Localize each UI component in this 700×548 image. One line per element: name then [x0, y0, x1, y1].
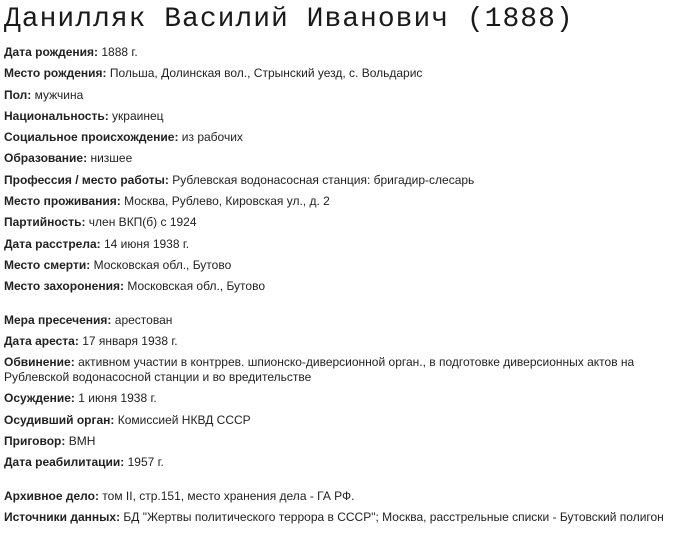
field-label: Дата расстрела: [4, 236, 101, 251]
section-gap [4, 301, 694, 313]
field-conviction [4, 391, 694, 406]
field-label: Источники данных: [4, 509, 121, 524]
field-sentence [4, 434, 694, 449]
field-value: Комиссией НКВД СССР [117, 412, 251, 427]
field-convicting-body [4, 413, 694, 428]
field-label: Социальное происхождение: [4, 130, 179, 145]
field-accusation [4, 355, 694, 385]
field-label: Приговор: [4, 434, 66, 449]
field-label: Дата рождения: [4, 45, 99, 59]
field-death-place [4, 258, 694, 273]
field-value: Московская обл., Бутово [93, 257, 232, 272]
field-label: Мера пресечения: [4, 312, 112, 327]
field-archive-case [4, 489, 694, 504]
field-value: арестован [114, 312, 173, 327]
field-value: 1 июня 1938 г. [78, 391, 157, 406]
field-label: Пол: [4, 87, 32, 102]
field-value: Москва, Рублево, Кировская ул., д. 2 [124, 194, 330, 209]
field-value: 14 июня 1938 г. [103, 236, 190, 251]
field-label: Осудивший орган: [4, 412, 115, 427]
field-arrest-date [4, 334, 694, 349]
field-label: Профессия / место работы: [4, 172, 169, 187]
field-nationality [4, 109, 694, 124]
field-value: член ВКП(б) с 1924 [88, 215, 197, 230]
field-data-sources [4, 510, 694, 525]
field-profession [4, 173, 694, 188]
field-label: Место захоронения: [4, 279, 124, 294]
page-title: Данилляк Василий Иванович (1888) [4, 4, 574, 35]
field-value: Польша, Долинская вол., Стрынский уезд, с. Вольдарис [109, 66, 423, 81]
field-value: низшее [90, 151, 133, 166]
field-value: 1957 г. [127, 455, 164, 470]
field-label: Осуждение: [4, 391, 75, 406]
field-value: мужчина [34, 87, 84, 102]
field-value: 1888 г. [101, 45, 138, 59]
section-gap [4, 477, 694, 489]
field-restraint [4, 313, 694, 328]
field-label: Национальность: [4, 108, 109, 123]
field-value: Московская обл., Бутово [127, 279, 266, 294]
field-residence [4, 194, 694, 209]
field-value: 17 января 1938 г. [82, 333, 178, 348]
field-rehabilitation-date [4, 455, 694, 470]
field-label: Дата реабилитации: [4, 455, 125, 470]
field-label: Образование: [4, 151, 88, 166]
field-birth-place [4, 66, 694, 81]
field-value: украинец [112, 108, 164, 123]
field-value: том II, стр.151, место хранения дела - ГА РФ. [102, 488, 355, 503]
field-label: Обвинение: [4, 355, 75, 370]
field-label: Партийность: [4, 215, 86, 230]
field-label: Дата ареста: [4, 333, 79, 348]
field-label: Архивное дело: [4, 488, 99, 503]
field-label: Место смерти: [4, 257, 91, 272]
field-value: ВМН [68, 434, 96, 449]
record-fields [4, 45, 694, 531]
field-burial-place [4, 279, 694, 294]
field-execution-date [4, 237, 694, 252]
field-party [4, 215, 694, 230]
field-label: Место проживания: [4, 194, 121, 209]
field-label: Место рождения: [4, 66, 107, 81]
field-birth-date [4, 45, 694, 60]
field-value: из рабочих [181, 130, 243, 145]
field-value: активном участии в контррев. шпионско-диверсионной орган., в подготовке диверсионных актов на Рублевской водонасосной станции и во вредительстве [4, 355, 635, 385]
field-education [4, 151, 694, 166]
field-social-origin [4, 130, 694, 145]
field-sex [4, 88, 694, 103]
field-value: БД "Жертвы политического террора в СССР"; Москва, расстрельные списки - Бутовский полигон [123, 509, 664, 524]
field-value: Рублевская водонасосная станция: бригадир-слесарь [172, 172, 475, 187]
